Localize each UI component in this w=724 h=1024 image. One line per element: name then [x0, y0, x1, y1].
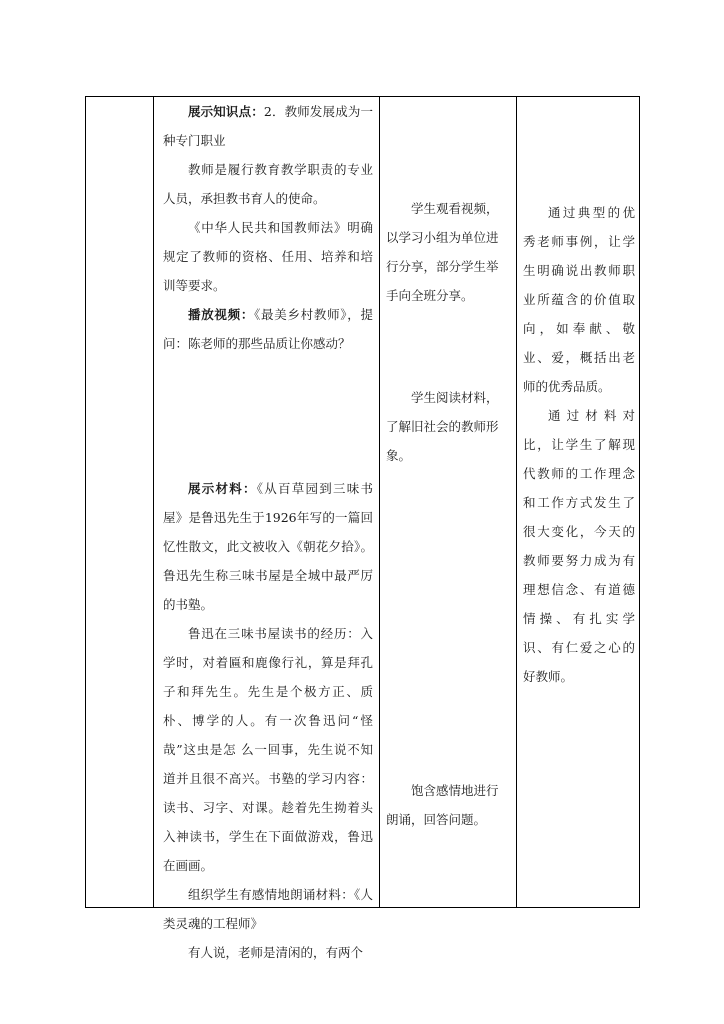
student-activity-3-text: 饱含感情地进行朗诵，回答问题。	[386, 783, 499, 827]
video-text: 《最美乡村教师》，提问：陈老师的那些品质让你感动？	[163, 307, 373, 351]
luxun-experience-paragraph: 鲁迅在三味书屋读书的经历：入学时，对着匾和鹿像行礼，算是拜孔子和拜先生。先生是个极方正、质朴、博学的人。有一次鲁迅问“怪哉”这虫是怎 么一回事，先生说不知道并且很不高兴。书塾的学习内容：读书、习字、对课。趁着先生拗着头入神读书，学生在下面做游戏，鲁迅在画画。	[163, 626, 373, 873]
knowledge-point-label: 展示知识点：	[188, 104, 264, 119]
spacer	[163, 358, 373, 474]
student-activity-3	[386, 776, 510, 834]
student-activity-1	[386, 194, 510, 310]
knowledge-point-paragraph	[163, 97, 373, 155]
recitation-paragraph: 组织学生有感情地朗诵材料：《人类灵魂的工程师》	[163, 887, 373, 931]
table-right-border	[639, 96, 640, 908]
student-activity-1-text: 学生观看视频，以学习小组为单位进行分享，部分学生举手向全班分享。	[386, 201, 499, 303]
knowledge-point-text: 2．教师发展成为一种专门职业	[163, 104, 373, 148]
material-text: 《从百草园到三味书屋》是鲁迅先生于1926年写的一篇回忆性散文，此文被收入《朝花夕拾》。鲁迅先生称三味书屋是全城中最严厉的书塾。	[163, 481, 373, 612]
design-intent-2: 通过材料对比，让学生了解现代教师的工作理念和工作方式发生了很大变化，今天的教师要努力成为有理想信念、有道德情操、有扎实学识、有仁爱之心的好教师。	[523, 408, 635, 684]
column-divider-1	[153, 96, 154, 908]
table-left-border	[85, 96, 86, 908]
poem-start-paragraph: 有人说，老师是清闲的，有两个	[188, 945, 364, 960]
teacher-definition-paragraph: 教师是履行教育教学职责的专业人员，承担教书育人的使命。	[163, 162, 373, 206]
column-divider-3	[516, 96, 517, 908]
material-label: 展示材料：	[188, 481, 257, 496]
student-activity-2-text: 学生阅读材料，了解旧社会的教师形象。	[386, 390, 499, 463]
design-intent-1: 通过典型的优秀老师事例，让学生明确说出教师职业所蕴含的价值取向，如奉献、敬业、爱，概括出老师的优秀品质。	[523, 205, 635, 394]
teacher-activity-cell	[163, 97, 373, 967]
teacher-law-paragraph: 《中华人民共和国教师法》明确规定了教师的资格、任用、培养和培训等要求。	[163, 220, 373, 293]
video-label: 播放视频：	[188, 307, 255, 322]
material-paragraph	[163, 474, 373, 619]
design-intent-cell	[523, 198, 635, 691]
student-activity-2	[386, 383, 510, 470]
video-paragraph	[163, 300, 373, 358]
column-divider-2	[379, 96, 380, 908]
